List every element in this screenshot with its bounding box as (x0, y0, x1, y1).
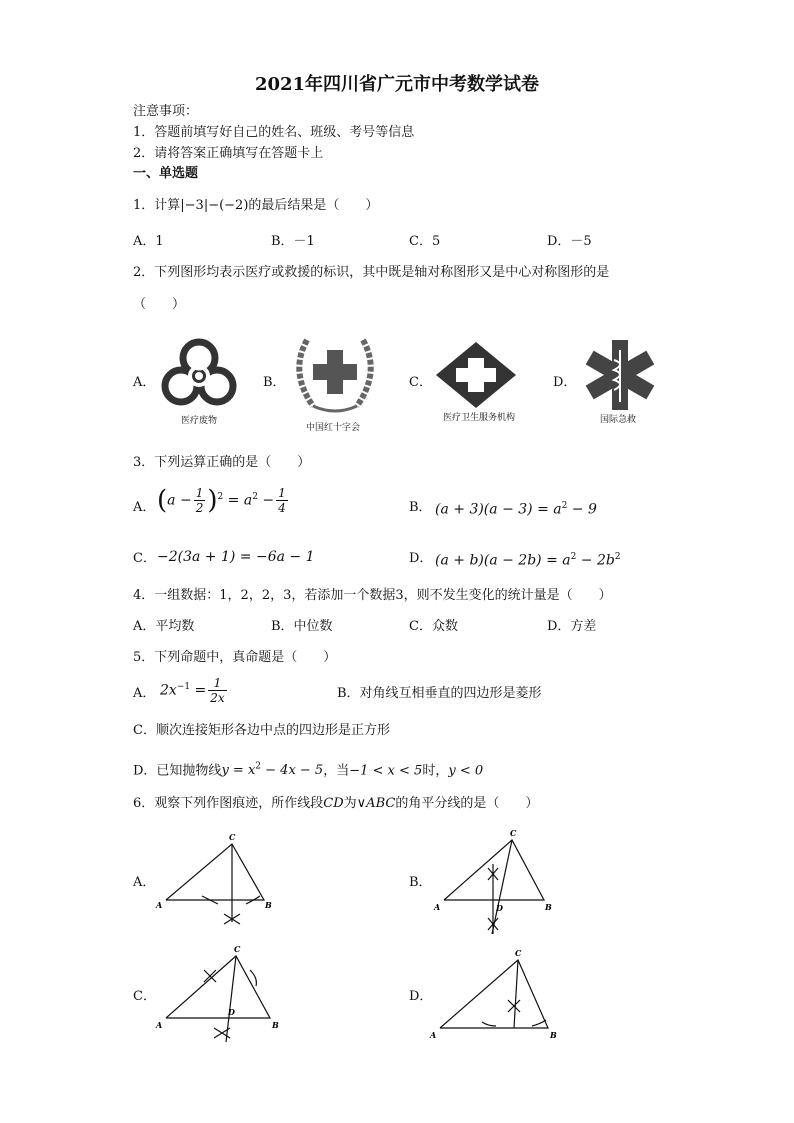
q5-option-b: B．对角线互相垂直的四边形是菱形 (337, 686, 542, 701)
q5-d-range: −1 < x < 5 (349, 763, 423, 779)
question-5: 5．下列命题中，真命题是（ ） (133, 650, 337, 665)
q3-option-c-label: C． (133, 551, 156, 566)
q5-option-d (133, 759, 483, 779)
q1-prefix: 1．计算 (133, 198, 181, 213)
q4-option-b: B．中位数 (271, 619, 333, 634)
q5-option-a-formula: $2x^{-1}$ = $\frac{1}{2x}$ (160, 676, 225, 705)
q2-option-d: D． (553, 375, 577, 390)
q4-option-c: C．众数 (409, 619, 458, 634)
notice-item-1: 1．答题前填写好自己的姓名、班级、考号等信息 (133, 125, 415, 140)
q3-option-a-label: A． (133, 500, 156, 515)
fig-b-point-b: B (545, 902, 552, 912)
figure-b-construction (430, 826, 560, 936)
q3-option-d-formula: $(a + b)(a - 2b) = a^2 - 2b^2$ (435, 552, 621, 569)
fig-a-point-c: C (229, 832, 236, 842)
biohazard-icon (158, 334, 240, 410)
figure-a-construction (152, 830, 282, 930)
fig-b-point-d: D (496, 903, 503, 913)
q5-option-a-label: A． (133, 686, 156, 701)
q6-segment: CD (323, 796, 344, 811)
section-heading: 一、单选题 (133, 166, 199, 181)
fig-d-point-a: A (430, 1030, 437, 1040)
q3-option-d-label: D． (409, 551, 433, 566)
fig-c-point-b: B (272, 1020, 279, 1030)
q1-option-d: D．－5 (547, 234, 592, 249)
q6-option-d: D． (409, 989, 433, 1004)
question-3: 3．下列运算正确的是（ ） (133, 455, 311, 470)
q2-option-a: A． (133, 375, 156, 390)
red-cross-wreath-icon (287, 328, 383, 416)
q3-option-c-formula: −2(3a + 1) = −6a − 1 (157, 549, 315, 565)
q4-option-d: D．方差 (547, 619, 597, 634)
question-2: 2．下列图形均表示医疗或救援的标识，其中既是轴对称图形又是中心对称图形的是 (133, 265, 610, 280)
caption-first-aid: 国际急救 (600, 415, 637, 425)
q2-paren: （ ） (133, 297, 186, 312)
fig-b-point-a: A (434, 902, 441, 912)
figure-c-construction (152, 942, 292, 1050)
q5-option-c: C．顺次连接矩形各边中点的四边形是正方形 (133, 723, 390, 738)
q3-option-a-formula: (a − $\frac{1}{2}$ )$^2 = a^2$ − $\frac{1}{4}$ (157, 485, 286, 516)
q5-d-prefix: D．已知抛物线 (133, 763, 222, 779)
notice-heading: 注意事项： (133, 104, 199, 119)
fig-c-point-a: A (156, 1020, 163, 1030)
question-6 (133, 796, 538, 812)
caption-medical-waste: 医疗废物 (181, 416, 218, 426)
q3-option-b-label: B． (409, 500, 432, 515)
q5-d-mid2: 时， (422, 763, 449, 779)
fig-a-point-b: B (265, 900, 272, 910)
fig-b-point-c: C (510, 828, 517, 838)
fig-c-point-c: C (234, 944, 241, 954)
caption-medical-service: 医疗卫生服务机构 (443, 413, 516, 423)
q1-expression: |−3|−(−2) (180, 198, 249, 213)
q6-option-b: B． (409, 875, 432, 890)
q2-option-c: C． (409, 375, 432, 390)
caption-red-cross: 中国红十字会 (306, 423, 361, 433)
q6-option-c: C． (133, 989, 156, 1004)
q6-triangle: ∨ABC (356, 796, 396, 811)
q6-prefix: 6．观察下列作图痕迹，所作线段 (133, 796, 324, 811)
q1-option-c: C．5 (409, 234, 441, 249)
fig-d-point-c: C (515, 948, 522, 958)
fig-c-point-d: D (228, 1007, 235, 1017)
fig-d-point-b: B (550, 1030, 557, 1040)
q2-option-b: B． (263, 375, 286, 390)
notice-item-2: 2．请将答案正确填写在答题卡上 (133, 146, 324, 161)
q6-mid: 为 (343, 796, 357, 811)
q1-option-a: A．1 (133, 234, 164, 249)
figure-d-construction (426, 946, 566, 1044)
q4-option-a: A．平均数 (133, 619, 195, 634)
q6-suffix: 的角平分线的是（ ） (395, 796, 539, 811)
question-4: 4．一组数据：1，2，2，3，若添加一个数据3，则不发生变化的统计量是（ ） (133, 588, 612, 603)
q5-d-mid: ，当 (323, 763, 350, 779)
star-of-life-icon (582, 340, 658, 410)
page-title: 2021年四川省广元市中考数学试卷 (254, 74, 540, 95)
q5-d-parabola: $y = x^2 - 4x - 5$ (221, 762, 324, 779)
q1-option-b: B．－1 (271, 234, 315, 249)
question-1 (133, 198, 378, 214)
q1-suffix: 的最后结果是（ ） (248, 198, 379, 213)
medical-service-icon (434, 340, 518, 410)
q6-option-a: A． (133, 875, 156, 890)
fig-a-point-a: A (156, 900, 163, 910)
q5-d-condition: y < 0 (448, 763, 484, 779)
q3-option-b-formula: $(a + 3)(a - 3) = a^2 - 9$ (435, 501, 597, 518)
